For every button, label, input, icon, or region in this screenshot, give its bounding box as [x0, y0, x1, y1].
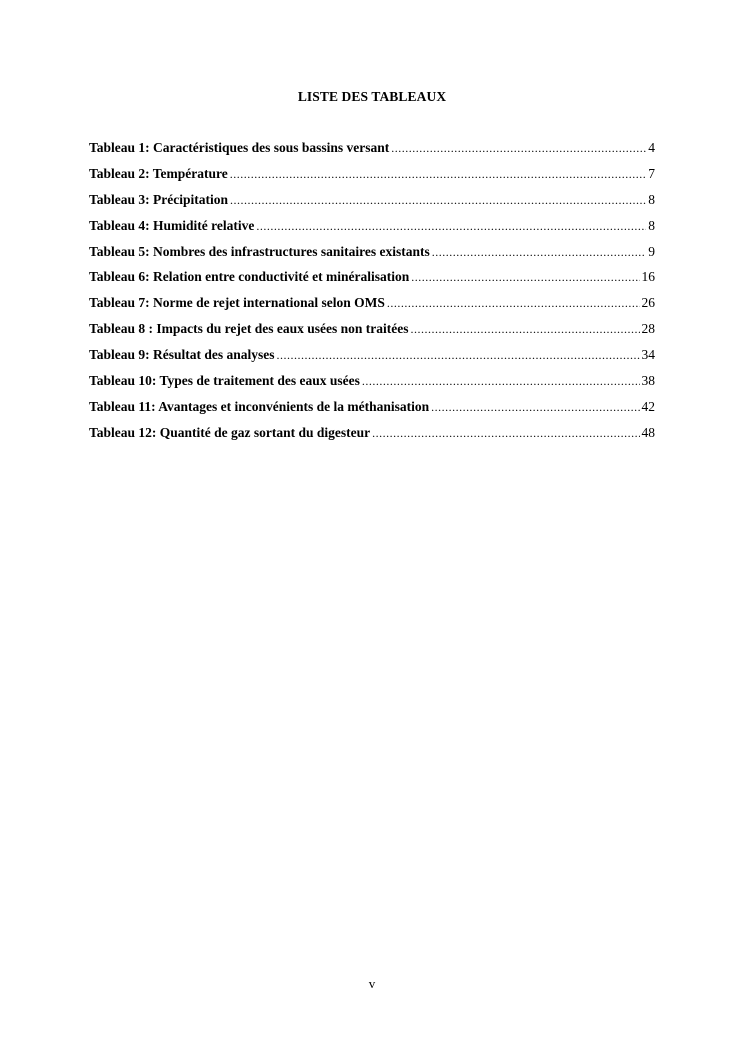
toc-entry-page: 8 [648, 191, 655, 207]
toc-dot-leader [230, 167, 646, 182]
toc-entry-page: 4 [648, 140, 655, 155]
toc-entry-label: Tableau 4: Humidité relative [89, 217, 255, 233]
toc-entry-page: 42 [641, 398, 655, 414]
table-of-contents [89, 140, 655, 451]
page-title: LISTE DES TABLEAUX [297, 89, 447, 104]
toc-entry-label: Tableau 3: Précipitation [89, 191, 229, 207]
toc-entry-page: 8 [648, 217, 655, 233]
toc-entry-page: 38 [641, 373, 655, 389]
toc-entry-label: Tableau 11: Avantages et inconvénients de la méthanisation [89, 398, 430, 414]
toc-entry-page: 26 [641, 295, 655, 311]
toc-entry-page: 7 [648, 165, 655, 181]
toc-entry-label: Tableau 5: Nombres des infrastructures sanitaires existants [89, 243, 430, 259]
toc-entry[interactable] [89, 373, 655, 399]
toc-entry-label: Tableau 10: Types de traitement des eaux usées [89, 373, 360, 389]
toc-dot-leader [256, 219, 646, 234]
toc-dot-leader [432, 245, 646, 260]
toc-entry-label: Tableau 1: Caractéristiques des sous bassins versant [89, 140, 390, 155]
toc-entry[interactable] [89, 244, 655, 270]
toc-dot-leader [362, 374, 640, 389]
toc-entry-page: 48 [641, 424, 655, 440]
page-number: v [368, 976, 376, 991]
toc-entry[interactable] [89, 140, 655, 166]
toc-entry-label: Tableau 8 : Impacts du rejet des eaux usées non traitées [89, 321, 409, 337]
toc-dot-leader [391, 141, 646, 156]
toc-dot-leader [277, 348, 640, 363]
toc-entry[interactable] [89, 347, 655, 373]
toc-dot-leader [230, 193, 646, 208]
toc-entry-label: Tableau 12: Quantité de gaz sortant du digesteur [89, 424, 371, 440]
toc-entry[interactable] [89, 321, 655, 347]
toc-entry[interactable] [89, 425, 655, 451]
toc-entry-page: 28 [641, 321, 655, 337]
toc-entry-label: Tableau 6: Relation entre conductivité et minéralisation [89, 269, 410, 285]
toc-dot-leader [411, 322, 640, 337]
toc-entry-page: 9 [648, 243, 655, 259]
toc-entry-label: Tableau 9: Résultat des analyses [89, 347, 275, 363]
toc-entry[interactable] [89, 399, 655, 425]
toc-dot-leader [431, 400, 639, 415]
toc-entry[interactable] [89, 166, 655, 192]
toc-entry-label: Tableau 7: Norme de rejet international selon OMS [89, 295, 385, 311]
toc-entry-page: 16 [641, 269, 655, 285]
toc-entry[interactable] [89, 192, 655, 218]
toc-dot-leader [411, 270, 639, 285]
toc-dot-leader [387, 296, 640, 311]
toc-entry[interactable] [89, 295, 655, 321]
toc-entry-label: Tableau 2: Température [89, 165, 228, 181]
toc-entry[interactable] [89, 269, 655, 295]
toc-entry[interactable] [89, 218, 655, 244]
toc-entry-page: 34 [641, 347, 655, 363]
toc-dot-leader [372, 426, 639, 441]
